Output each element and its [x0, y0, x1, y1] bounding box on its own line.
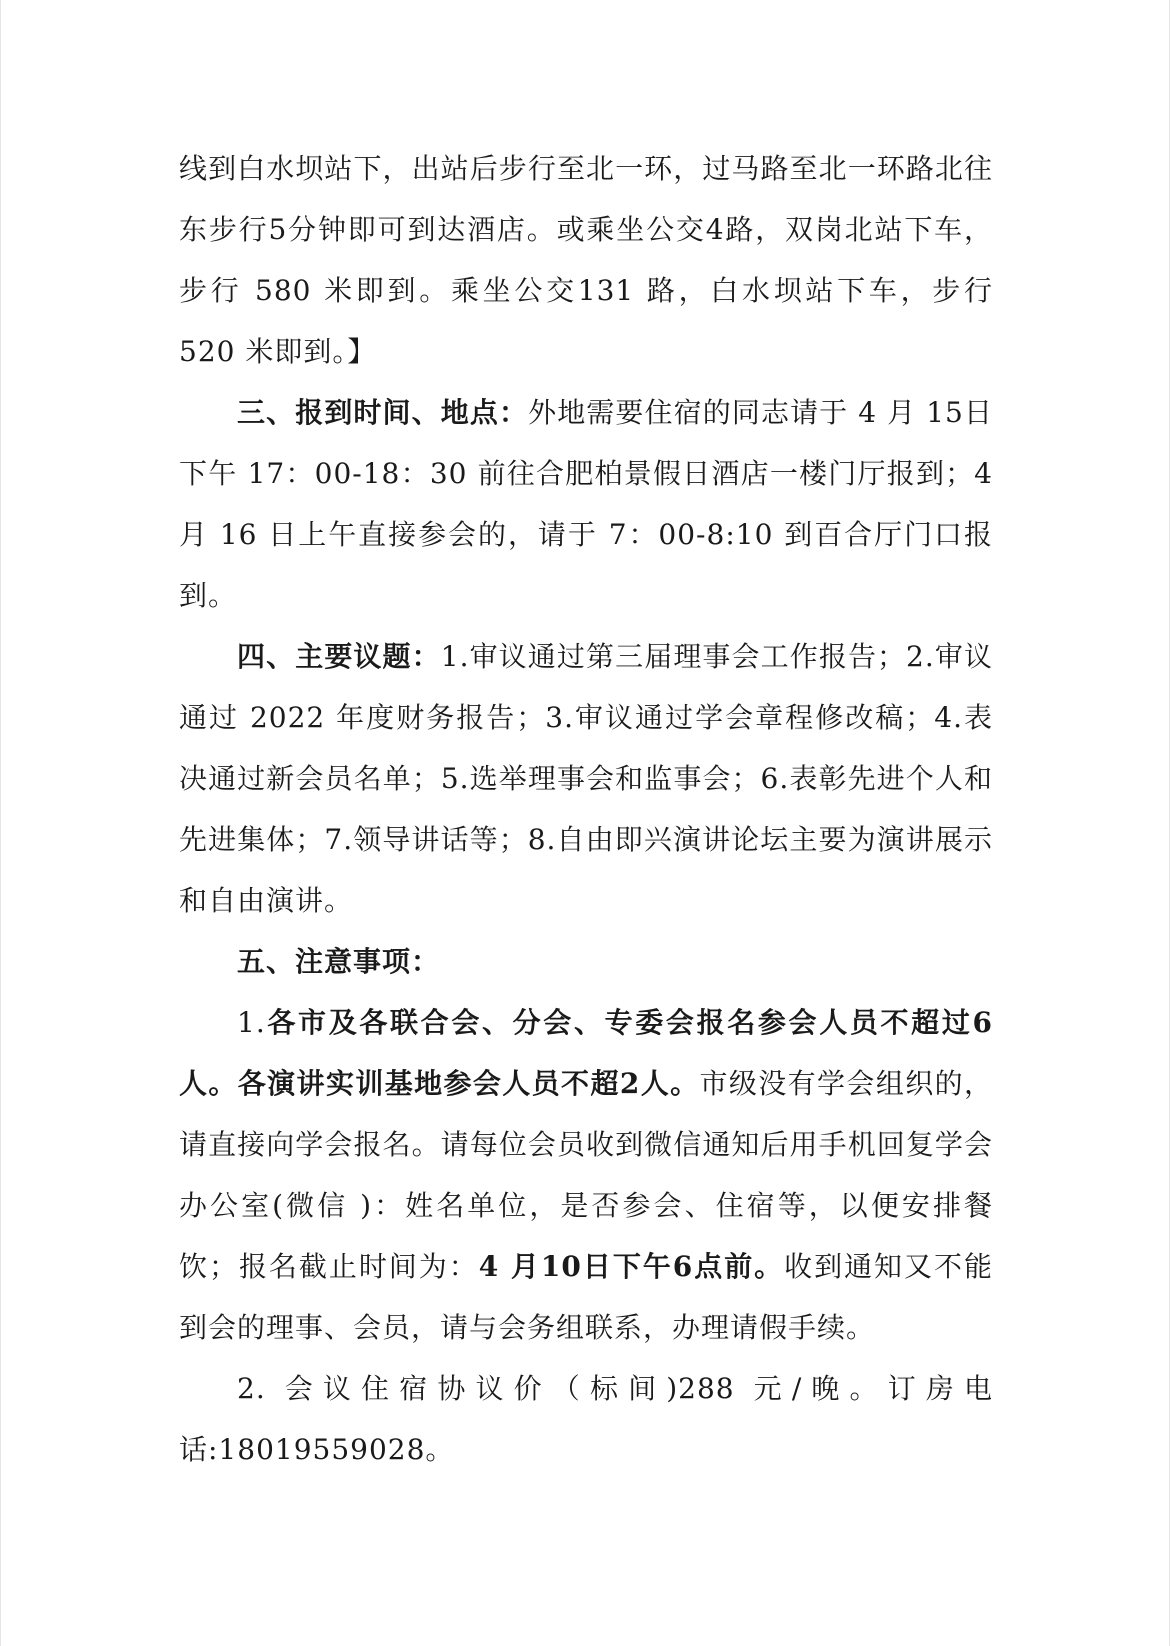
note-1-text-a: 市级没有学会组织的，请直接向学会报名。请每位会员收到微信通知后用手机回复学会办公室(微信 )：姓名单位，是否参会、住宿等，以便安排餐饮；报名截止时间为：	[179, 1067, 993, 1283]
heading-registration: 三、报到时间、地点：	[237, 396, 529, 429]
paragraph-note-2: 2. 会议住宿协议价（标间)288 元/晚。订房电话:18019559028。	[179, 1372, 993, 1466]
paragraph-note-1	[179, 992, 993, 1358]
registration-text: 外地需要住宿的同志请于 4 月 15日下午 17：00-18：30 前往合肥柏景假日酒店一楼门厅报到；4月 16 日上午直接参会的，请于 7：00-8:10 到百合厅门口报到。	[179, 396, 993, 612]
paragraph-registration	[179, 382, 993, 626]
note-1-text-b: 收到通知又不能到会的理事、会员，请与会务组联系，办理请假手续。	[179, 1250, 993, 1344]
note-1-deadline: 4 月10日下午6点前。	[478, 1250, 785, 1283]
paragraph-transport: 线到白水坝站下，出站后步行至北一环，过马路至北一环路北往东步行5分钟即可到达酒店。或乘坐公交4路，双岗北站下车，步行 580 米即到。乘坐公交131 路，白水坝站下车，步行 520 米即到。】	[179, 152, 993, 368]
heading-notes: 五、注意事项：	[237, 945, 441, 978]
heading-agenda: 四、主要议题：	[237, 640, 441, 673]
note-1-bold-text: 各市及各联合会、分会、专委会报名参会人员不超过6人。各演讲实训基地参会人员不超2人。	[179, 1006, 993, 1100]
note-1-prefix: 1.	[237, 1006, 266, 1039]
paragraph-agenda	[179, 626, 993, 931]
document-body	[179, 138, 993, 1480]
agenda-text: 1.审议通过第三届理事会工作报告；2.审议通过 2022 年度财务报告；3.审议通过学会章程修改稿；4.表决通过新会员名单；5.选举理事会和监事会；6.表彰先进个人和先进集体；7.领导讲话等；8.自由即兴演讲论坛主要为演讲展示和自由演讲。	[179, 640, 993, 917]
